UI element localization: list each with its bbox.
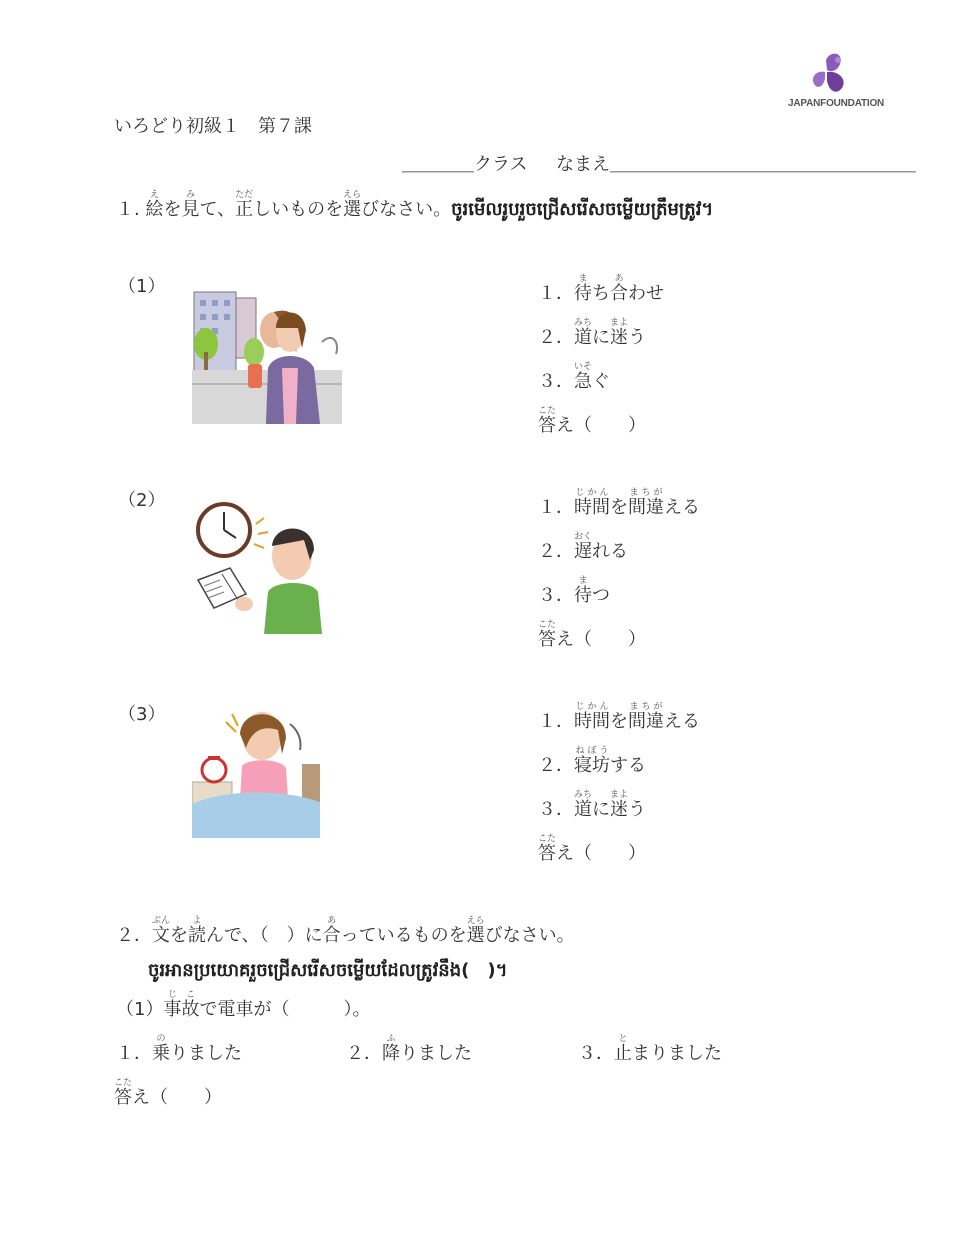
illustration-woman-lost-in-city — [192, 272, 342, 424]
section1-instruction-text: 絵えを見みて、正ただしいものを選えらびなさい。 — [145, 190, 452, 220]
furigana-word: 待ま — [574, 576, 592, 606]
question-1-label: （1） — [118, 276, 166, 297]
furigana-word: 間違まちが — [628, 488, 664, 518]
furigana-word: 正ただ — [235, 190, 254, 220]
furigana-word: 見み — [181, 190, 200, 220]
furigana-word: 答こた — [538, 620, 557, 650]
furigana-word: 道みち — [574, 790, 593, 820]
q1-option-3[interactable]: ３．急いそぐ — [538, 362, 610, 392]
furigana-word: 選えら — [466, 916, 485, 946]
furigana-word: 文ぶん — [152, 916, 171, 946]
section1-number: １. — [116, 199, 140, 220]
section2-instruction-text: 文ぶんを読よんで、（ ）に合あっているものを選えらびなさい。 — [152, 916, 575, 946]
section2-number: ２． — [116, 925, 152, 946]
furigana-word: 止と — [614, 1034, 632, 1064]
q1-option-1[interactable]: １．待まち合あわせ — [538, 274, 664, 304]
section1-khmer-instruction: ចូរមើលរូបរួចជ្រើសរើសចម្លើយត្រឹមត្រូវ។ — [451, 199, 714, 220]
illustration-woman-overslept — [192, 704, 322, 838]
q2-option-1[interactable]: １．時間じかんを間違まちがえる — [538, 488, 700, 518]
q2-option-2[interactable]: ２．遅おくれる — [538, 532, 628, 562]
worksheet-title: いろどり初級１ 第７課 — [114, 116, 312, 137]
furigana-word: 待ま — [574, 274, 592, 304]
furigana-word: 読よ — [188, 916, 206, 946]
illustration-man-checking-schedule — [194, 500, 324, 634]
q3-answer-blank[interactable]: 答こたえ（ ） — [538, 834, 646, 864]
furigana-word: 乗の — [152, 1034, 170, 1064]
furigana-word: 絵え — [145, 190, 164, 220]
furigana-word: 急いそ — [574, 362, 593, 392]
furigana-word: 間違まちが — [628, 702, 664, 732]
furigana-word: 合あ — [322, 916, 341, 946]
q1-answer-blank[interactable]: 答こたえ（ ） — [538, 406, 646, 436]
s2-question-1-sentence: （1）事故じこで電車が（ ）。 — [116, 990, 371, 1020]
furigana-word: 迷まよ — [610, 790, 629, 820]
name-field-label: なまえ＿＿＿＿＿＿＿＿＿＿＿＿＿＿＿＿＿ — [556, 154, 916, 175]
s2-q1-answer-blank[interactable]: 答こたえ（ ） — [114, 1078, 222, 1108]
q3-option-1[interactable]: １．時間じかんを間違まちがえる — [538, 702, 700, 732]
s2-q1-option-2[interactable]: ２．降ふりました — [346, 1034, 472, 1064]
q2-answer-blank[interactable]: 答こたえ（ ） — [538, 620, 646, 650]
furigana-word: 答こた — [538, 406, 557, 436]
furigana-word: 合あ — [610, 274, 628, 304]
section2-khmer-instruction: ចូរអានប្រយោគរួចជ្រើសរើសចម្លើយដែលត្រូវនឹង( )។ — [148, 960, 508, 981]
japan-foundation-logo — [786, 50, 885, 114]
question-2-label: （2） — [118, 490, 166, 511]
q3-option-2[interactable]: ２．寝坊ねぼうする — [538, 746, 646, 776]
furigana-word: 遅おく — [574, 532, 593, 562]
furigana-word: 降ふ — [382, 1034, 400, 1064]
class-field-label: ＿＿＿＿クラス — [402, 154, 528, 175]
furigana-word: 迷まよ — [610, 318, 629, 348]
furigana-word: 時間じかん — [574, 488, 610, 518]
furigana-word: 事故じこ — [163, 990, 200, 1020]
question-3-label: （3） — [118, 704, 166, 725]
section2-instruction — [116, 916, 575, 948]
q1-option-2[interactable]: ２．道みちに迷まよう — [538, 318, 646, 348]
furigana-word: 選えら — [343, 190, 362, 220]
s2-q1-option-1[interactable]: １．乗のりました — [116, 1034, 242, 1064]
logo-wordmark: JAPANFOUNDATION — [788, 98, 885, 109]
q3-option-3[interactable]: ３．道みちに迷まよう — [538, 790, 646, 820]
butterfly-icon — [786, 50, 866, 98]
q2-option-3[interactable]: ３．待まつ — [538, 576, 610, 606]
s2-q1-option-3[interactable]: ３．止とまりました — [578, 1034, 722, 1064]
section1-instruction — [116, 190, 713, 222]
furigana-word: 時間じかん — [574, 702, 610, 732]
furigana-word: 寝坊ねぼう — [574, 746, 610, 776]
furigana-word: 道みち — [574, 318, 593, 348]
furigana-word: 答こた — [538, 834, 557, 864]
furigana-word: 答こた — [114, 1078, 133, 1108]
